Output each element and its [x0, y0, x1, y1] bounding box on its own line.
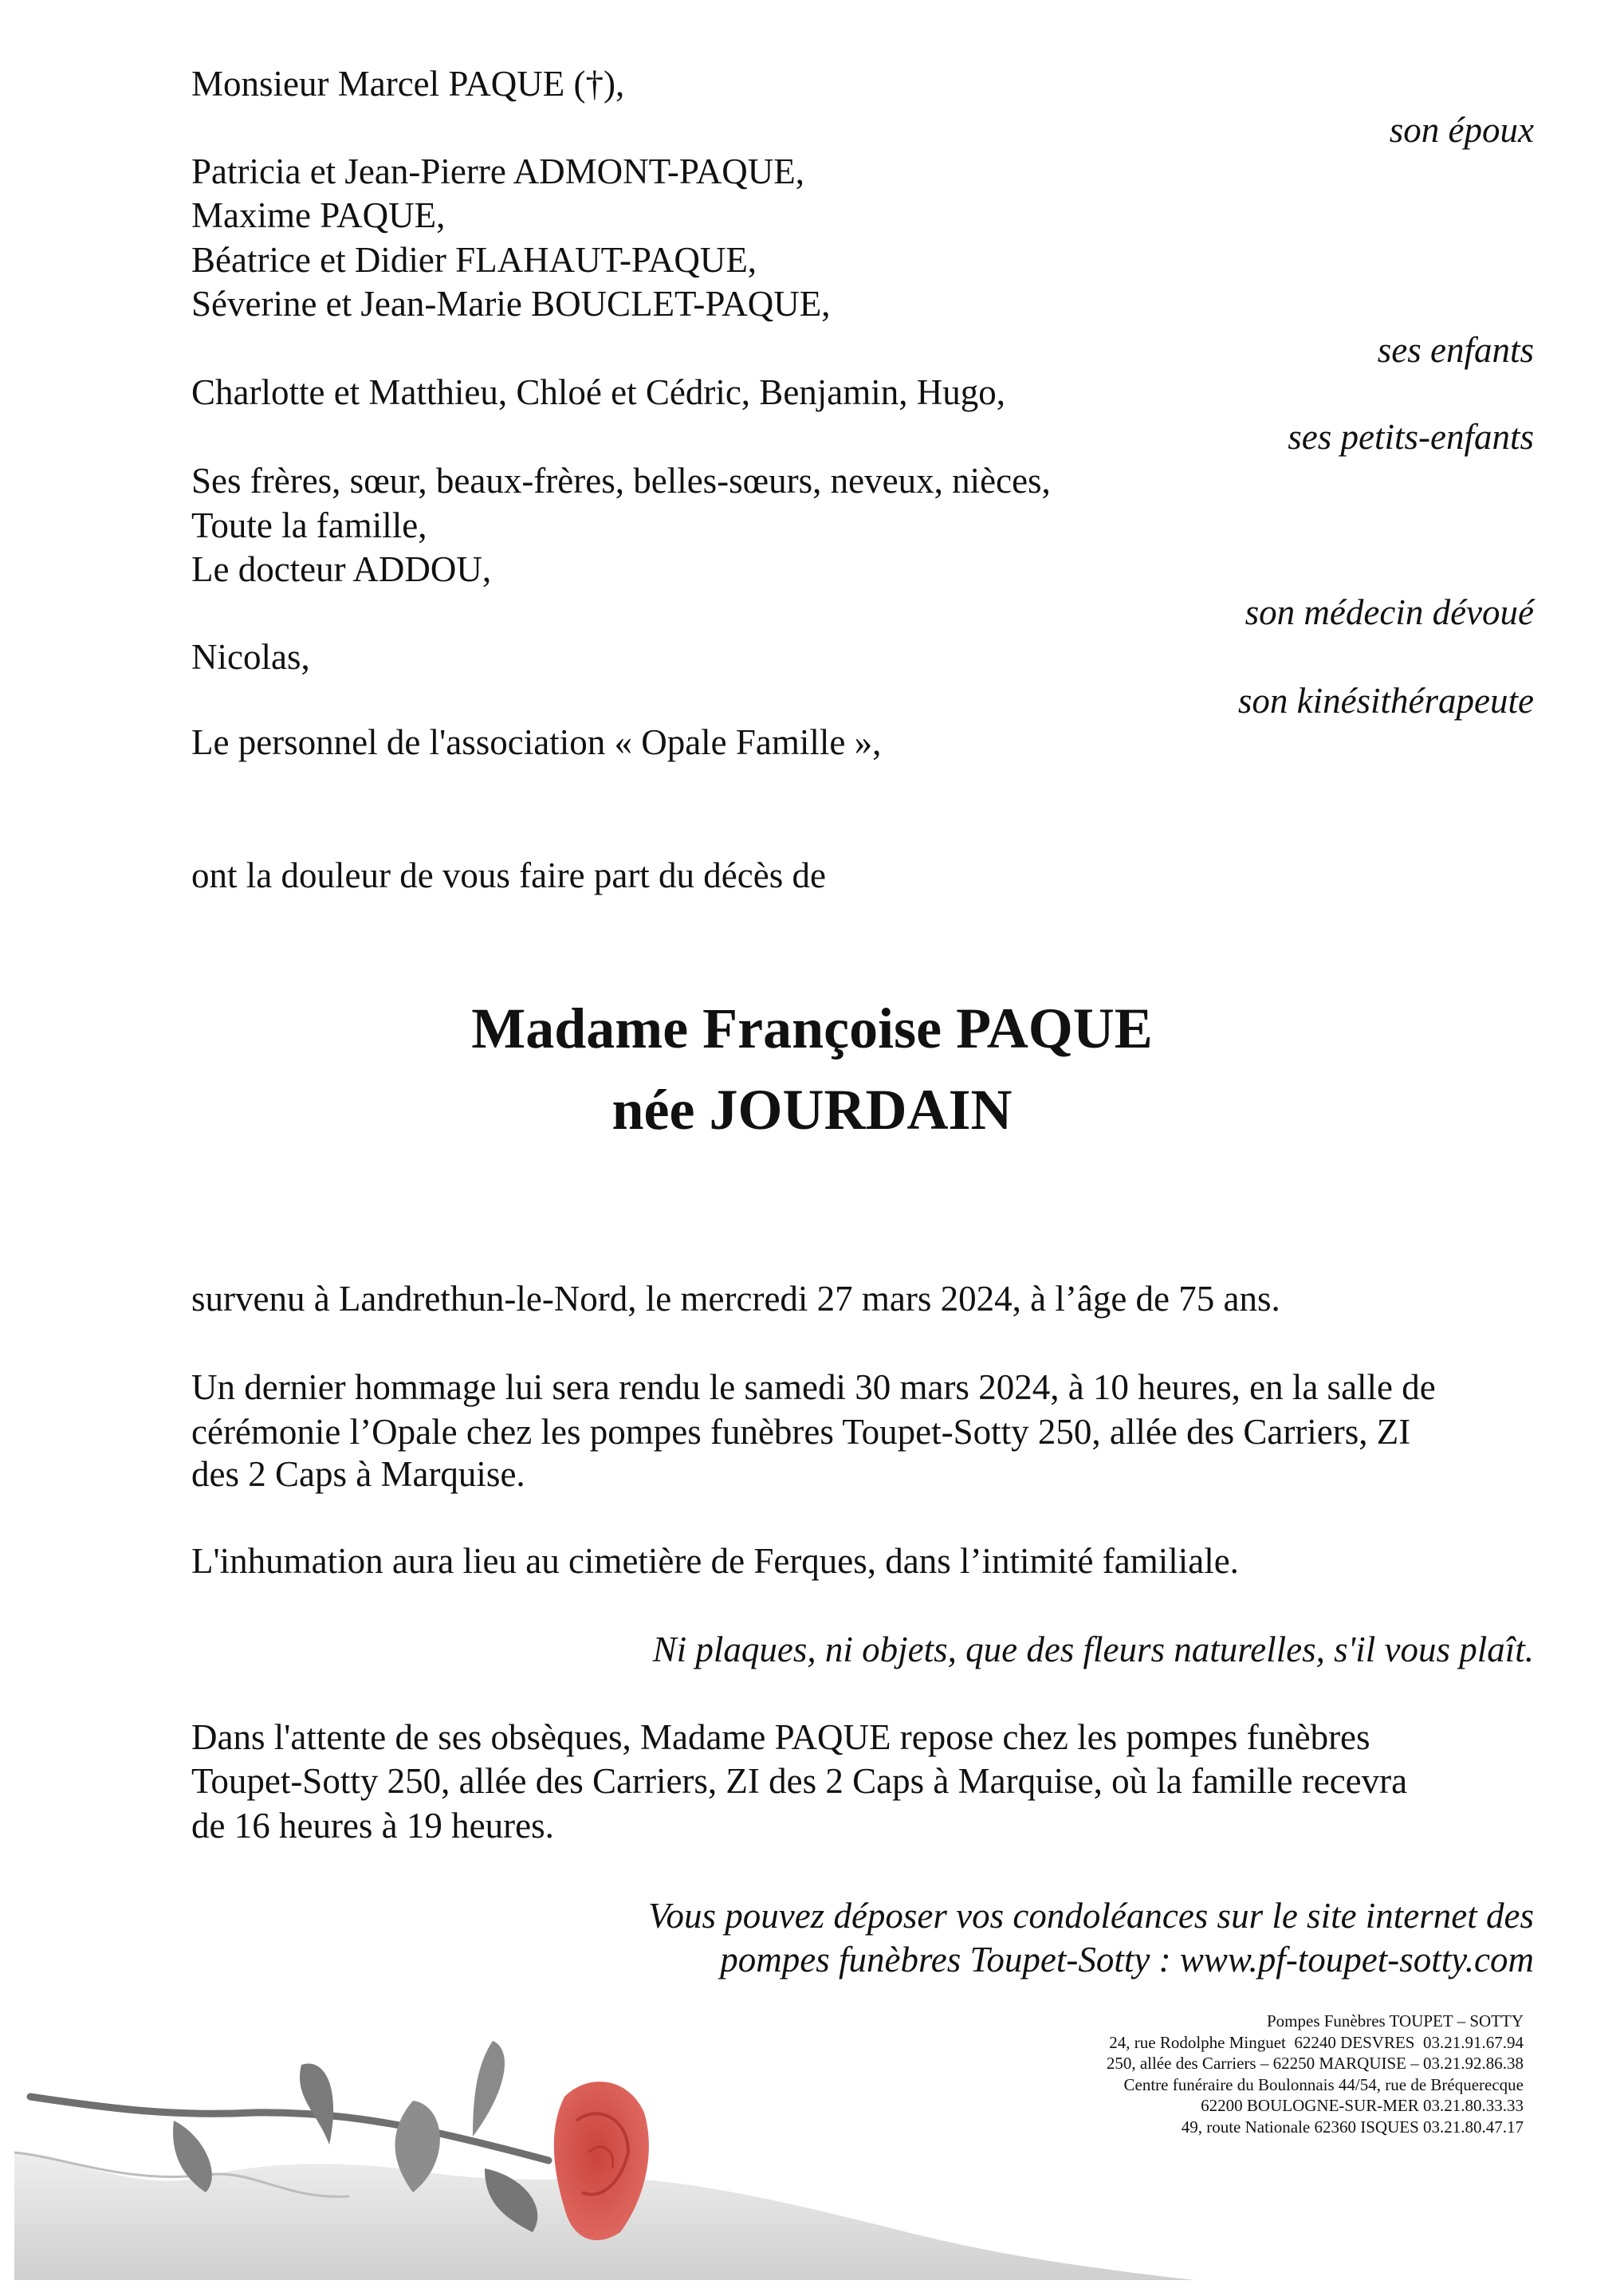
ceremony-line: cérémonie l’Opale chez les pompes funèbres Toupet-Sotty 250, allée des Carriers, ZI	[191, 1412, 1411, 1452]
viewing-line: Dans l'attente de ses obsèques, Madame PAQUE repose chez les pompes funèbres	[191, 1717, 1370, 1757]
footer-line: Centre funéraire du Boulonnais 44/54, rue de Bréquerecque	[1123, 2074, 1524, 2094]
funeral-home-footer	[1107, 2011, 1524, 2137]
relatives-line: Toute la famille,	[191, 505, 427, 545]
child-line: Béatrice et Didier FLAHAUT-PAQUE,	[191, 240, 757, 280]
death-details: survenu à Landrethun-le-Nord, le mercredi 27 mars 2024, à l’âge de 75 ans.	[191, 1279, 1280, 1319]
doctor-role: son médecin dévoué	[1245, 592, 1534, 632]
child-line: Patricia et Jean-Pierre ADMONT-PAQUE,	[191, 151, 805, 191]
flowers-note: Ni plaques, ni objets, que des fleurs naturelles, s'il vous plaît.	[652, 1630, 1534, 1669]
children-role: ses enfants	[1377, 330, 1534, 370]
doctor-line: Le docteur ADDOU,	[191, 549, 492, 589]
spouse-line: Monsieur Marcel PAQUE (†),	[191, 64, 625, 104]
child-line: Séverine et Jean-Marie BOUCLET-PAQUE,	[191, 284, 831, 324]
announcement-line: ont la douleur de vous faire part du décès de	[191, 855, 826, 895]
grandchildren-line: Charlotte et Matthieu, Chloé et Cédric, Benjamin, Hugo,	[191, 372, 1006, 412]
rose-on-sand-icon	[14, 2041, 1194, 2280]
grandchildren-role: ses petits-enfants	[1288, 417, 1534, 457]
leaf	[300, 2063, 333, 2145]
viewing-line: Toupet-Sotty 250, allée des Carriers, ZI des 2 Caps à Marquise, où la famille recevra	[191, 1761, 1408, 1801]
deceased-name: Madame Françoise PAQUE	[471, 997, 1153, 1060]
footer-line: 24, rue Rodolphe Minguet 62240 DESVRES 03.21.91.67.94	[1109, 2032, 1524, 2052]
leaf	[473, 2041, 505, 2137]
physio-line: Nicolas,	[191, 637, 310, 677]
relatives-line: Ses frères, sœur, beaux-frères, belles-sœurs, neveux, nièces,	[191, 461, 1051, 501]
child-line: Maxime PAQUE,	[191, 195, 446, 235]
condolences-line: Vous pouvez déposer vos condoléances sur le site internet des	[647, 1896, 1534, 1936]
ceremony-line: des 2 Caps à Marquise.	[191, 1454, 525, 1494]
footer-line: Pompes Funèbres TOUPET – SOTTY	[1266, 2011, 1524, 2031]
burial-line: L'inhumation aura lieu au cimetière de Ferques, dans l’intimité familiale.	[191, 1541, 1239, 1581]
physio-role: son kinésithérapeute	[1237, 681, 1534, 721]
condolences-link[interactable]: pompes funèbres Toupet-Sotty : www.pf-toupet-sotty.com	[720, 1940, 1534, 1980]
deceased-maiden-name: née JOURDAIN	[611, 1078, 1013, 1142]
viewing-line: de 16 heures à 19 heures.	[191, 1806, 554, 1846]
ceremony-line: Un dernier hommage lui sera rendu le samedi 30 mars 2024, à 10 heures, en la salle de	[191, 1367, 1436, 1407]
footer-line: 49, route Nationale 62360 ISQUES 03.21.80.47.17	[1181, 2117, 1524, 2137]
rose-stem	[30, 2097, 549, 2160]
association-line: Le personnel de l'association « Opale Famille »,	[191, 722, 882, 762]
spouse-role: son époux	[1389, 110, 1534, 150]
footer-line: 250, allée des Carriers – 62250 MARQUISE – 03.21.92.86.38	[1106, 2054, 1524, 2073]
footer-line: 62200 BOULOGNE-SUR-MER 03.21.80.33.33	[1201, 2096, 1524, 2115]
